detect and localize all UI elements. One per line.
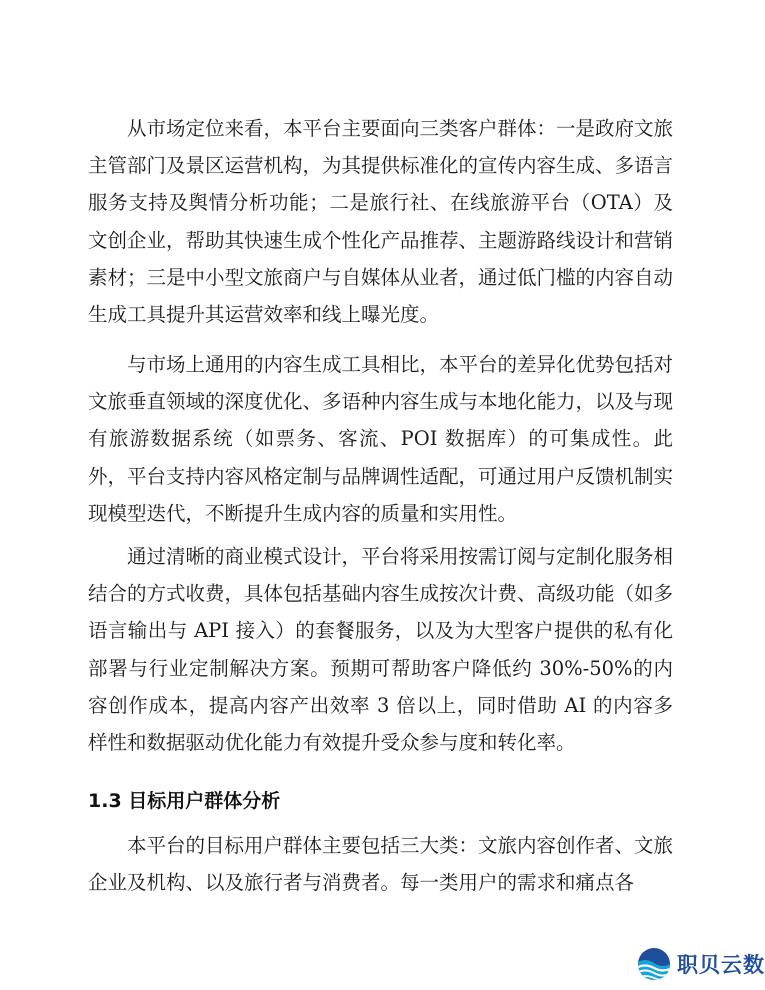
watermark-text: 职贝云数 (677, 953, 765, 977)
watermark-logo (636, 944, 765, 984)
paragraph-differentiation: 与市场上通用的内容生成工具相比，本平台的差异化优势包括对文旅垂直领域的深度优化、多语种内容生成与本地化能力，以及与现有旅游数据系统（如票务、客流、POI 数据库）的可集成性。此外，平台支持内容风格定制与品牌调性适配，可通过用户反馈机制实现模型迭代，不断提升生成内容的质量和实用性。 (88, 353, 674, 525)
section-heading: 1.3 目标用户群体分析 (88, 790, 281, 812)
paragraph-target-users: 本平台的目标用户群体主要包括三大类：文旅内容创作者、文旅企业及机构、以及旅行者与消费者。每一类用户的需求和痛点各 (88, 834, 674, 895)
wave-globe-logo-icon (636, 946, 672, 982)
paragraph-business-model: 通过清晰的商业模式设计，平台将采用按需订阅与定制化服务相结合的方式收费，具体包括基础内容生成按次计费、高级功能（如多语言输出与 API 接入）的套餐服务，以及为大型客户提供的私有化部署与行业定制解决方案。预期可帮助客户降低约 30%-50%的内容创作成本，提高内容产出效率 3 倍以上，同时借助 AI 的内容多样性和数据驱动优化能力有效提升受众参与度和转化率。 (88, 545, 674, 755)
paragraph-market-positioning: 从市场定位来看，本平台主要面向三类客户群体：一是政府文旅主管部门及景区运营机构，为其提供标准化的宣传内容生成、多语言服务支持及舆情分析功能；二是旅行社、在线旅游平台（OTA）及文创企业，帮助其快速生成个性化产品推荐、主题游路线设计和营销素材；三是中小型文旅商户与自媒体从业者，通过低门槛的内容自动生成工具提升其运营效率和线上曝光度。 (88, 117, 674, 327)
